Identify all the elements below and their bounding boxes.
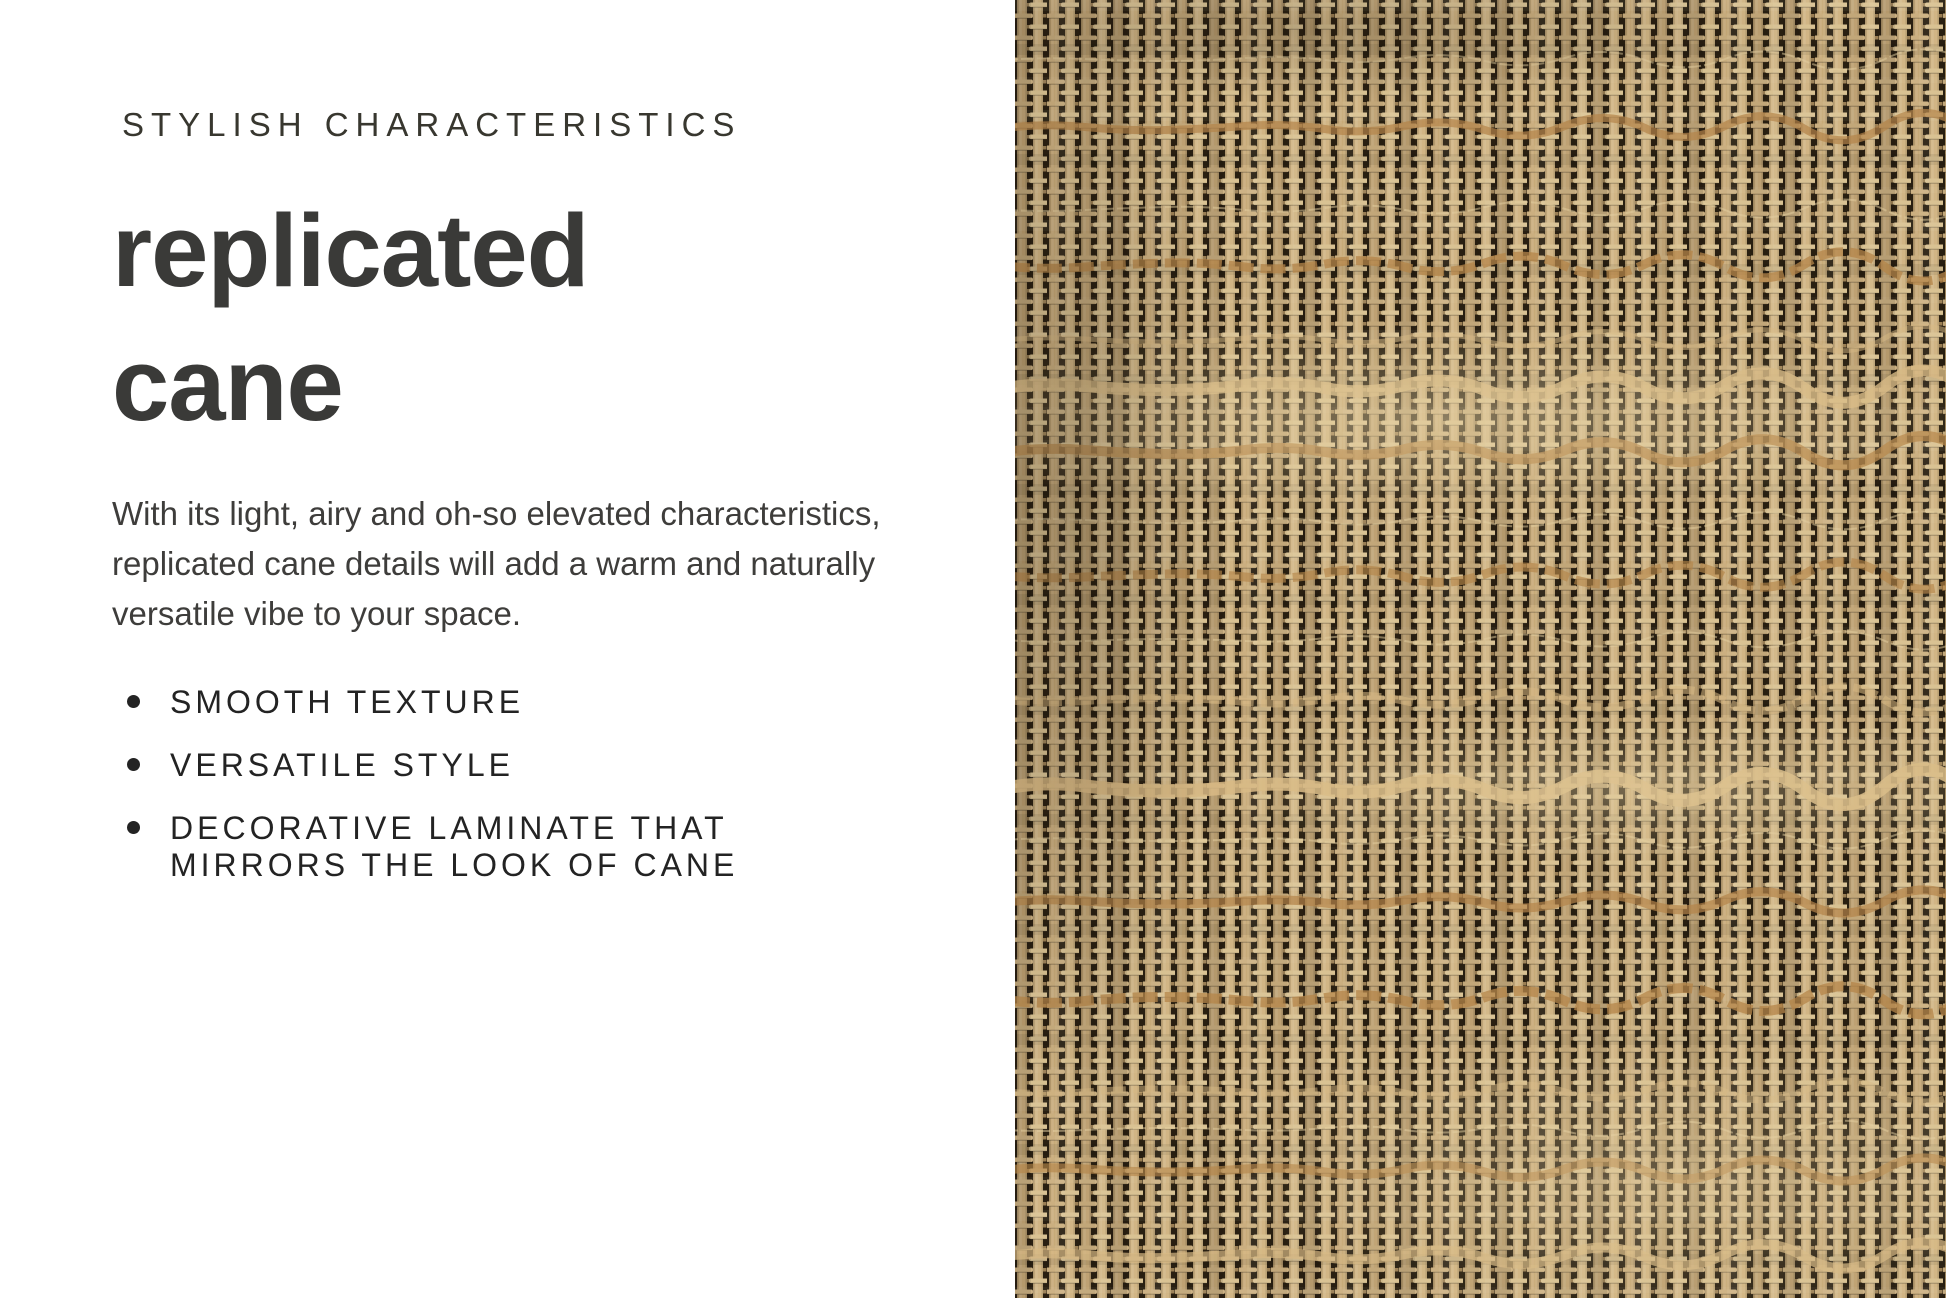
description-paragraph: With its light, airy and oh-so elevated characteristics, replicated cane details will add a warm and naturally versatile vibe to your space.: [112, 495, 881, 632]
texture-panel: [1015, 0, 1946, 1298]
cane-texture-image: [1015, 0, 1946, 1298]
title-line-1: replicated: [112, 193, 589, 308]
list-item: SMOOTH TEXTURE: [127, 684, 772, 721]
list-item: DECORATIVE LAMINATE THAT MIRRORS THE LOOK OF CANE: [127, 810, 772, 884]
title-line-2: cane: [112, 327, 343, 442]
list-item: VERSATILE STYLE: [127, 747, 772, 784]
page-title: [112, 184, 589, 452]
feature-list: [127, 684, 772, 884]
eyebrow-label: STYLISH CHARACTERISTICS: [122, 106, 742, 143]
warm-wash: [1015, 0, 1946, 1298]
